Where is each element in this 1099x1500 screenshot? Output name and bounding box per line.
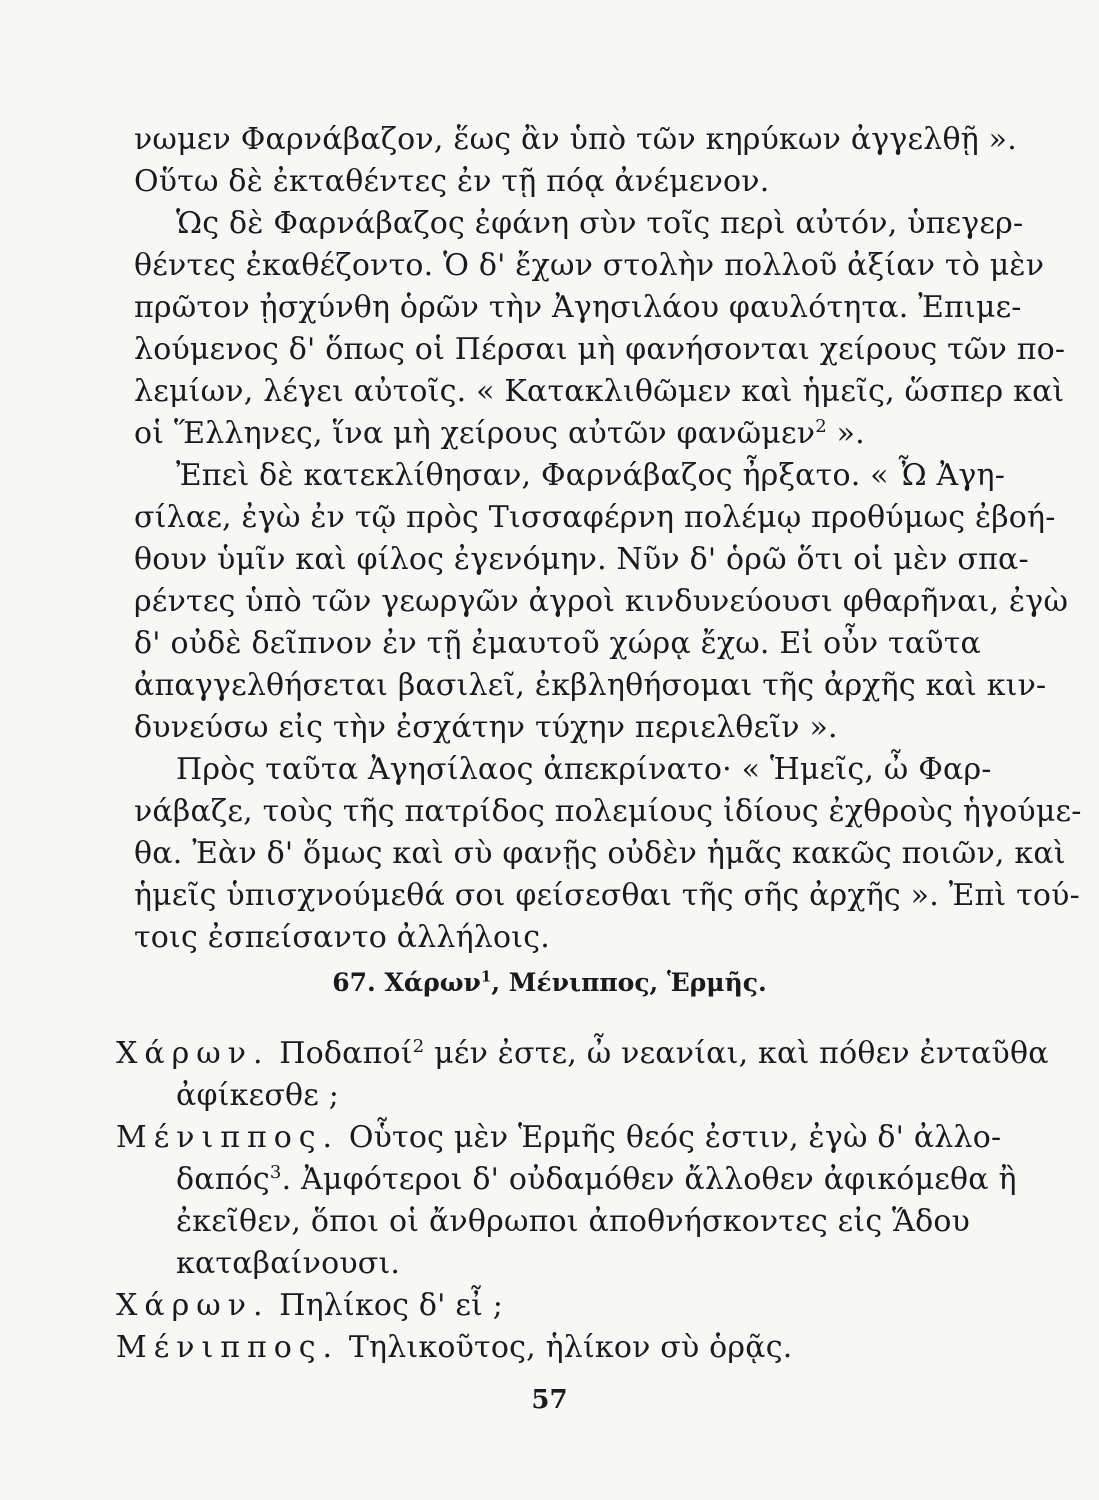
dialogue-line — [116, 1330, 792, 1366]
text-span: ». — [826, 416, 865, 451]
text-line: Ἐπεὶ δὲ κατεκλίθησαν, Φαρνάβαζος ἦρξατο. « Ὦ Ἀγη- — [176, 458, 1006, 493]
dialogue-line — [116, 1288, 503, 1324]
heading-number: 67. — [332, 968, 376, 997]
speaker-name: Μένιππος. — [116, 1330, 340, 1365]
heading-rest: , Μένιππος, Ἑρμῆς. — [491, 968, 767, 997]
text-span: οἱ Ἕλληνες, ἵνα μὴ χείρους αὐτῶν φανῶμεν — [134, 416, 816, 451]
text-line: τοις ἐσπείσαντο ἀλλήλοις. — [134, 920, 550, 955]
text-line: θα. Ἐὰν δ' ὅμως καὶ σὺ φανῇς οὐδὲν ἡμᾶς κακῶς ποιῶν, καὶ — [134, 836, 1066, 871]
text-line: θουν ὑμῖν καὶ φίλος ἐγενόμην. Νῦν δ' ὁρῶ ὅτι οἱ μὲν σπα- — [134, 542, 1029, 577]
text-span: Τηλικοῦτος, ἡλίκον σὺ ὁρᾷς. — [339, 1330, 793, 1365]
text-line: Πρὸς ταῦτα Ἀγησίλαος ἀπεκρίνατο· « Ἡμεῖς, ὦ Φαρ- — [176, 752, 992, 787]
text-line: πρῶτον ᾐσχύνθη ὁρῶν τὴν Ἀγησιλάου φαυλότητα. Ἐπιμε- — [134, 290, 1022, 325]
text-line: σίλαε, ἐγὼ ἐν τῷ πρὸς Τισσαφέρνη πολέμῳ προθύμως ἐβοή- — [134, 500, 1056, 535]
footnote-marker: 2 — [815, 416, 827, 437]
text-line: δ' οὐδὲ δεῖπνον ἐν τῇ ἐμαυτοῦ χώρᾳ ἔχω. Εἰ οὖν ταῦτα — [134, 626, 982, 661]
text-line: λούμενος δ' ὅπως οἱ Πέρσαι μὴ φανήσονται χείρους τῶν πο- — [134, 332, 1066, 367]
heading-name: Χάρων — [384, 968, 481, 997]
text-span: μέν ἐστε, ὦ νεανίαι, καὶ πόθεν ἐνταῦθα — [424, 1036, 1049, 1071]
dialogue-continuation: καταβαίνουσι. — [176, 1246, 401, 1281]
text-line: ἡμεῖς ὑπισχνούμεθά σοι φείσεσθαι τῆς σῆς ἀρχῆς ». Ἐπὶ τού- — [134, 878, 1080, 913]
dialogue-continuation — [176, 1162, 1017, 1198]
text-line: Οὕτω δὲ ἐκταθέντες ἐν τῇ πόᾳ ἀνέμενον. — [134, 164, 770, 199]
dialogue-line — [116, 1036, 1049, 1072]
text-line: λεμίων, λέγει αὐτοῖς. « Κατακλιθῶμεν καὶ ἡμεῖς, ὥσπερ καὶ — [134, 374, 1065, 409]
footnote-marker: 3 — [269, 1162, 282, 1183]
text-line — [134, 416, 865, 452]
text-line: νάβαζε, τοὺς τῆς πατρίδος πολεμίους ἰδίους ἐχθροὺς ἡγούμε- — [134, 794, 1082, 829]
text-span: Ποδαποί — [269, 1036, 413, 1071]
text-line: θέντες ἐκαθέζοντο. Ὁ δ' ἔχων στολὴν πολλοῦ ἀξίαν τὸ μὲν — [134, 248, 1045, 283]
page-number: 57 — [531, 1385, 568, 1415]
text-line: ρέντες ὑπὸ τῶν γεωργῶν ἀγροὶ κινδυνεύουσι φθαρῆναι, ἐγὼ — [134, 584, 1069, 619]
text-span: δαπός — [176, 1162, 270, 1197]
text-span: Οὗτος μὲν Ἑρμῆς θεός ἐστιν, ἐγὼ δ' ἀλλο- — [339, 1120, 1002, 1155]
text-line: ἀπαγγελθήσεται βασιλεῖ, ἐκβληθήσομαι τῆς ἀρχῆς καὶ κιν- — [134, 668, 1047, 703]
text-line: δυνεύσω εἰς τὴν ἐσχάτην τύχην περιελθεῖν ». — [134, 710, 838, 745]
speaker-name: Χάρων. — [116, 1288, 270, 1323]
section-heading — [0, 968, 1099, 997]
text-line: Ὡς δὲ Φαρνάβαζος ἐφάνη σὺν τοῖς περὶ αὐτόν, ὑπεγερ- — [176, 206, 1024, 241]
dialogue-line — [116, 1120, 1001, 1156]
speaker-name: Μένιππος. — [116, 1120, 340, 1155]
footnote-marker: 2 — [412, 1036, 425, 1057]
text-line: νωμεν Φαρνάβαζον, ἕως ἂν ὑπὸ τῶν κηρύκων ἀγγελθῇ ». — [134, 122, 1017, 157]
text-span: Πηλίκος δ' εἶ ; — [269, 1288, 504, 1323]
text-span: . Ἀμφότεροι δ' οὐδαμόθεν ἄλλοθεν ἀφικόμεθα ἢ — [281, 1162, 1017, 1197]
footnote-marker: 1 — [480, 967, 492, 986]
dialogue-continuation: ἐκεῖθεν, ὅποι οἱ ἄνθρωποι ἀποθνήσκοντες εἰς Ἅδου — [176, 1204, 971, 1239]
speaker-name: Χάρων. — [116, 1036, 270, 1071]
dialogue-continuation: ἀφίκεσθε ; — [176, 1078, 340, 1113]
